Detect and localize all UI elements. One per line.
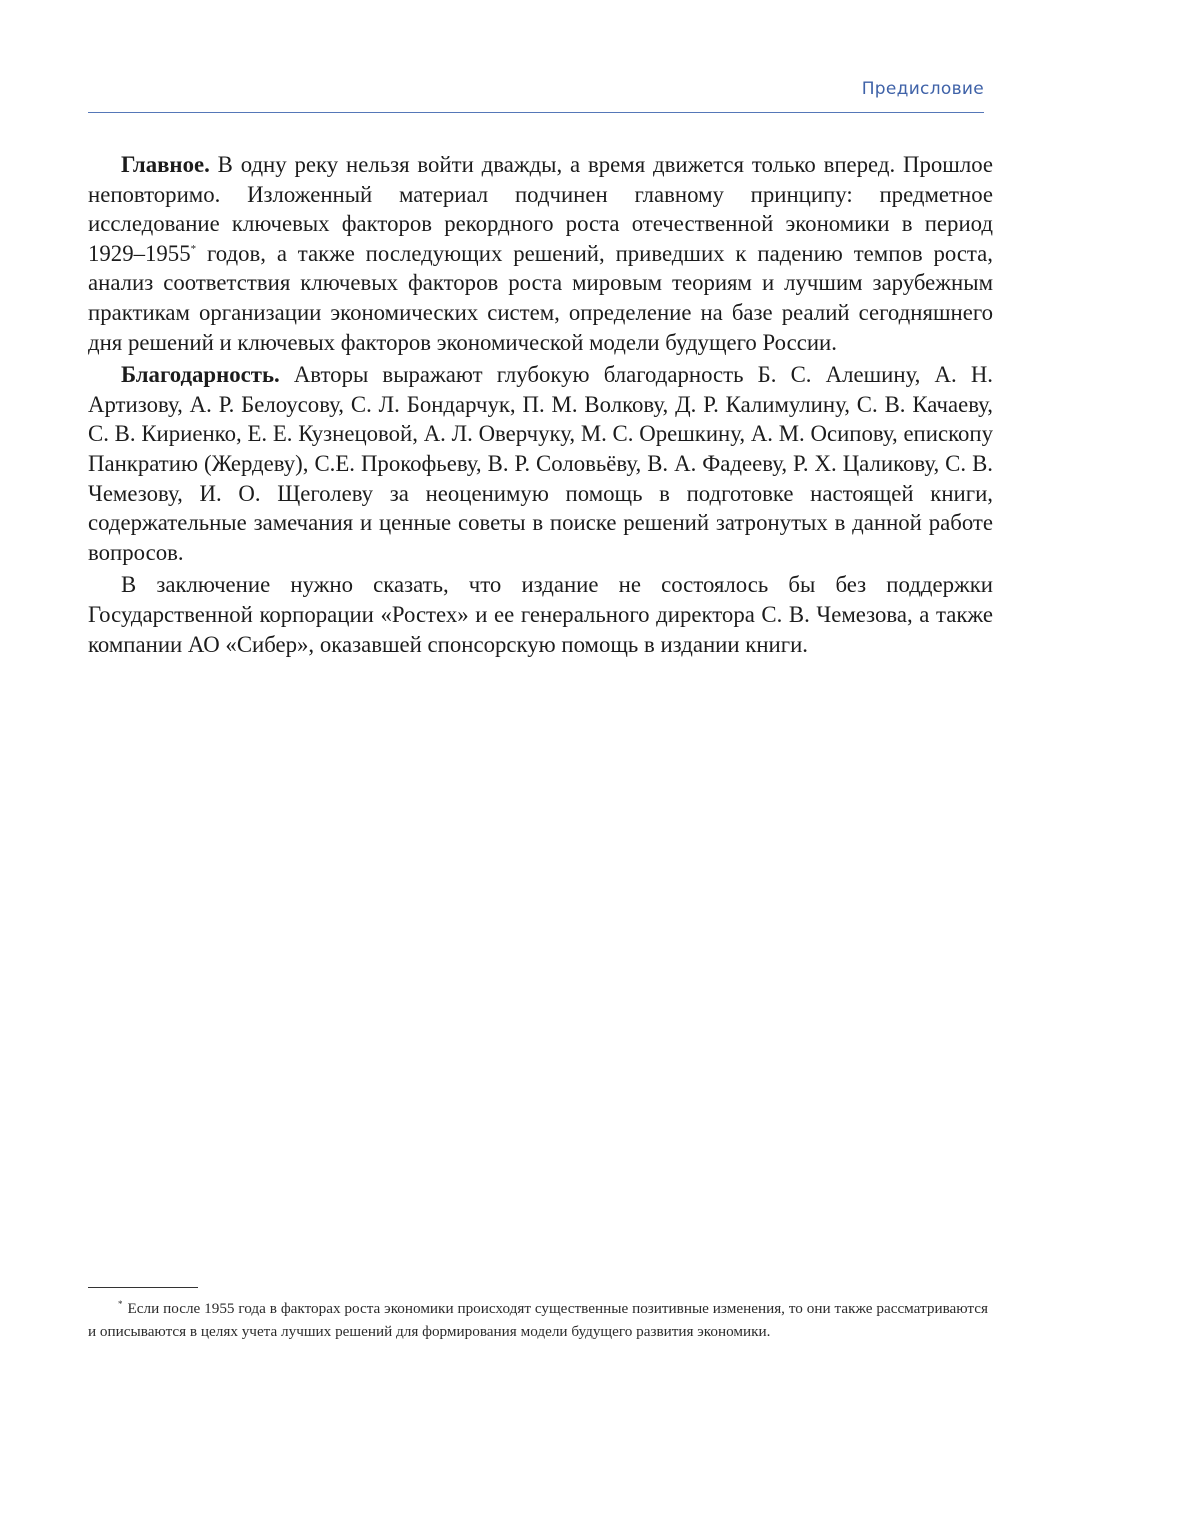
- paragraph-text: В заключение нужно сказать, что издание не состоялось бы без поддержки Государственной корпорации «Ростех» и ее генерального директора С. В. Чемезова, а также компании АО «Сибер», оказавшей спонсорскую помощь в издании книги.: [88, 572, 993, 657]
- paragraph-conclusion: [88, 570, 993, 659]
- paragraph-acknowledgement: [88, 360, 993, 567]
- paragraph-lead: Благодарность.: [121, 362, 280, 388]
- paragraph-text: годов, а также последующих решений, приведших к падению темпов роста, анализ соответствия ключевых факторов роста мировым теориям и лучшим зарубежным практикам организации экономических систем, определение на базе реалий сегодняшнего дня решений и ключевых факторов экономической модели будущего России.: [88, 240, 993, 355]
- paragraph-main: [88, 150, 993, 357]
- paragraph-text: Авторы выражают глубокую благодарность Б. С. Алешину, А. Н. Артизову, А. Р. Белоусову, С. Л. Бондарчук, П. М. Волкову, Д. Р. Калимулину, С. В. Качаеву, С. В. Кириенко, Е. Е. Кузнецовой, А. Л. Оверчуку, М. С. Орешкину, А. М. Осипову, епископу Панкратию (Жердеву), С.Е. Прокофьеву, В. Р. Соловьёву, В. А. Фадееву, Р. Х. Цаликову, С. В. Чемезову, И. О. Щеголеву за неоценимую помощь в подготовке настоящей книги, содержательные замечания и ценные советы в поиске решений затронутых в данной работе вопросов.: [88, 362, 993, 565]
- paragraph-text: В одну реку нельзя войти дважды, а время движется только вперед. Прошлое неповторимо. Изложенный материал подчинен главному принципу: предметное исследование ключевых факторов рекордного роста отечественной экономики в период 1929–1955: [88, 152, 993, 266]
- running-header: Предисловие: [861, 79, 984, 99]
- footnote: [88, 1297, 988, 1343]
- body-text: [88, 150, 993, 659]
- footnote-mark: *: [118, 1299, 123, 1309]
- header-rule: [88, 112, 984, 113]
- footnote-text: Если после 1955 года в факторах роста экономики происходят существенные позитивные изменения, то они также рассматриваются и описываются в целях учета лучших решений для формирования модели будущего развития экономики.: [88, 1300, 988, 1340]
- footnote-reference[interactable]: *: [190, 242, 197, 255]
- footnote-rule: [88, 1287, 198, 1288]
- paragraph-lead: Главное.: [121, 152, 210, 177]
